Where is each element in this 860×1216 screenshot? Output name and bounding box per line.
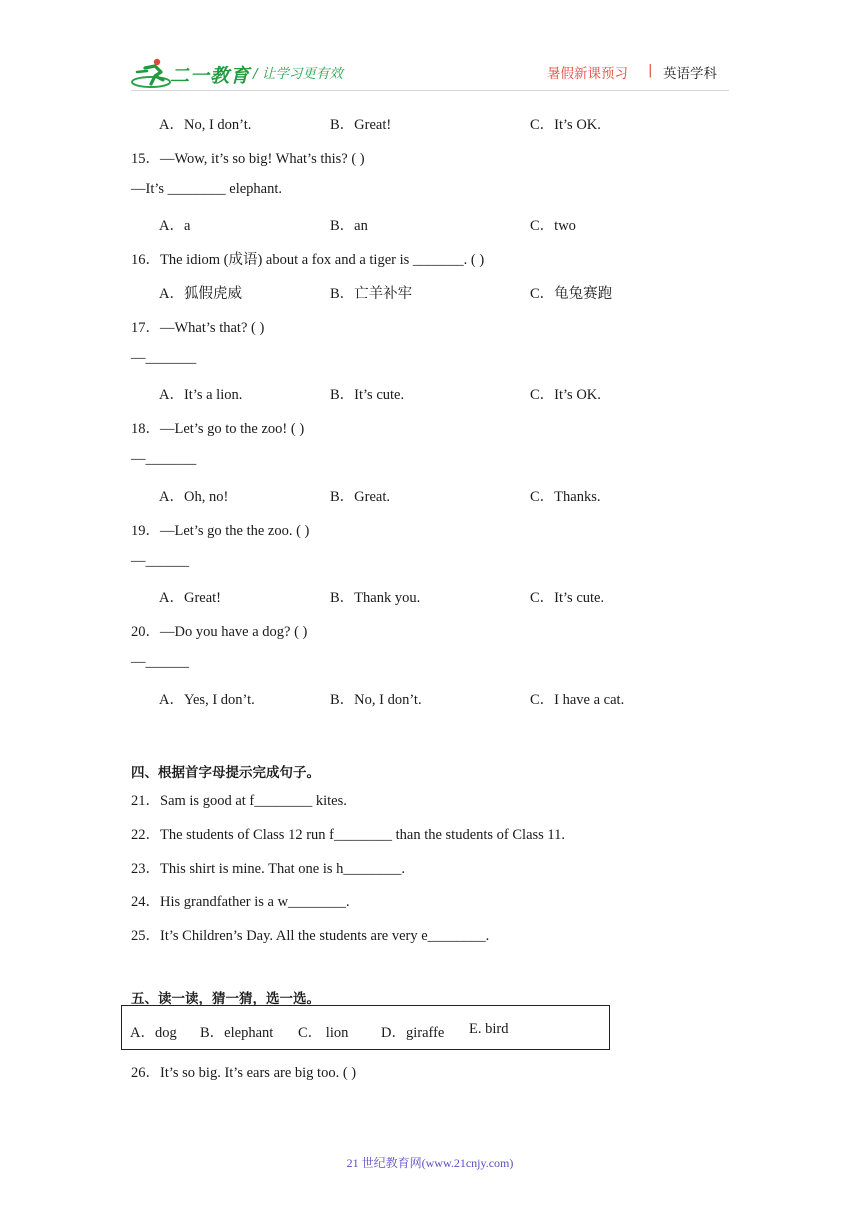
q14-option-c: C．It’s OK. [530, 117, 601, 133]
subject-label: 英语学科 [663, 66, 717, 82]
q14-option-a: A．No, I don’t. [159, 117, 252, 133]
slogan: / 让学习更有效 [253, 66, 343, 82]
q20-reply: —______ [131, 654, 189, 670]
q18-reply: —_______ [131, 451, 197, 467]
q16-stem: 16．The idiom (成语) about a fox and a tiger is _______. ( ) [131, 252, 485, 268]
logo-text: 二一教育 [170, 65, 251, 87]
word-bank-option-a: A．dog [130, 1025, 177, 1041]
q17-stem: 17．—What’s that? ( ) [131, 320, 265, 336]
section-5-title: 五、读一读，猜一猜，选一选。 [131, 991, 320, 1007]
q25-item: 25．It’s Children’s Day. All the students are very e________. [131, 928, 490, 944]
q18-option-b: B．Great. [330, 489, 390, 505]
q16-option-a: A．狐假虎威 [159, 286, 242, 302]
q17-option-c: C．It’s OK. [530, 387, 601, 403]
q18-option-a: A．Oh, no! [159, 489, 229, 505]
q20-stem: 20．—Do you have a dog? ( ) [131, 624, 308, 640]
q22-item: 22．The students of Class 12 run f________ than the students of Class 11. [131, 827, 566, 843]
q16-option-c: C．龟兔赛跑 [530, 286, 613, 302]
header-separator: | [648, 62, 653, 78]
q20-option-b: B．No, I don’t. [330, 692, 422, 708]
word-bank-box [121, 1005, 610, 1050]
footer-source: 21 世纪教育网(www.21cnjy.com) [346, 1156, 514, 1170]
word-bank-option-d: D．giraffe [381, 1025, 445, 1041]
q23-item: 23．This shirt is mine. That one is h________. [131, 861, 406, 877]
q15-stem: 15．—Wow, it’s so big! What’s this? ( ) [131, 151, 365, 167]
header-divider [131, 90, 729, 91]
word-bank-option-c: C． lion [298, 1025, 349, 1041]
q19-option-c: C．It’s cute. [530, 590, 605, 606]
q21-item: 21．Sam is good at f________ kites. [131, 793, 347, 809]
q18-stem: 18．—Let’s go to the zoo! ( ) [131, 421, 305, 437]
q15-option-a: A．a [159, 218, 191, 234]
q18-option-c: C．Thanks. [530, 489, 601, 505]
q14-option-b: B．Great! [330, 117, 392, 133]
q16-option-b: B．亡羊补牢 [330, 286, 413, 302]
q26-stem: 26．It’s so big. It’s ears are big too. ( ) [131, 1065, 357, 1081]
q15-option-b: B．an [330, 218, 368, 234]
q19-stem: 19．—Let’s go the the zoo. ( ) [131, 523, 310, 539]
q24-item: 24．His grandfather is a w________. [131, 894, 350, 910]
word-bank-option-b: B．elephant [200, 1025, 274, 1041]
q19-option-b: B．Thank you. [330, 590, 421, 606]
q17-option-b: B．It’s cute. [330, 387, 405, 403]
word-bank-option-e: E. bird [469, 1021, 509, 1037]
q17-option-a: A．It’s a lion. [159, 387, 243, 403]
q20-option-c: C．I have a cat. [530, 692, 625, 708]
q15-option-c: C．two [530, 218, 576, 234]
course-label: 暑假新课预习 [547, 66, 628, 82]
q19-option-a: A．Great! [159, 590, 222, 606]
q15-reply: —It’s ________ elephant. [131, 181, 283, 197]
q19-reply: —______ [131, 553, 189, 569]
q17-reply: —_______ [131, 350, 197, 366]
section-4-title: 四、根据首字母提示完成句子。 [131, 765, 320, 781]
q20-option-a: A．Yes, I don’t. [159, 692, 255, 708]
